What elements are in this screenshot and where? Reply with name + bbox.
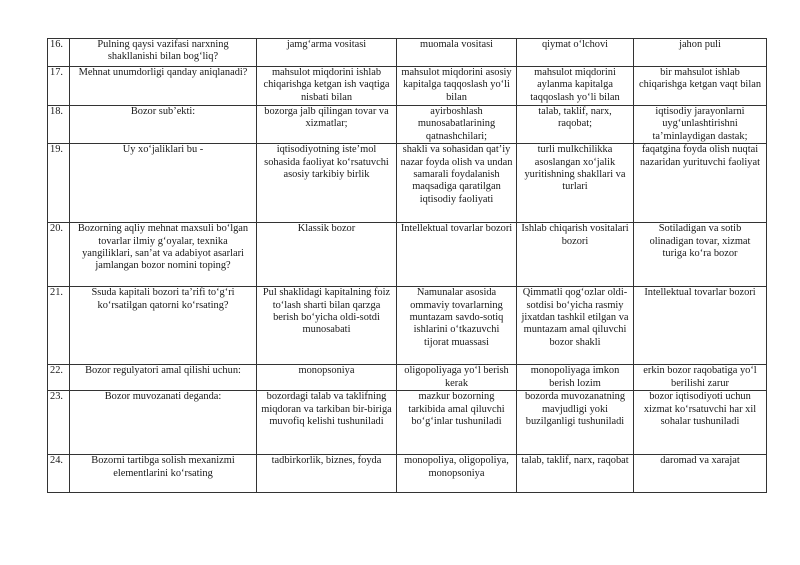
table-row — [48, 391, 767, 455]
question-number: 20. — [48, 223, 70, 287]
question-text: Bozor regulyatori amal qilishi uchun: — [70, 365, 257, 391]
answer-option-a: Klassik bozor — [257, 223, 397, 287]
answer-option-c: monopoliyaga imkon berish lozim — [517, 365, 634, 391]
answer-option-d: daromad va xarajat — [634, 455, 767, 493]
question-text: Bozorni tartibga solish mexanizmi elementlarini ko‘rsating — [70, 455, 257, 493]
table-row — [48, 106, 767, 144]
answer-option-b: shakli va sohasidan qat’iy nazar foyda olish va undan samarali foydalanish maqsadiga qaratilgan iqtisodiy faoliyati — [397, 144, 517, 223]
answer-option-d: faqatgina foyda olish nuqtai nazaridan yurituvchi faoliyat — [634, 144, 767, 223]
answer-option-a: monopsoniya — [257, 365, 397, 391]
question-text: Mehnat unumdorligi qanday aniqlanadi? — [70, 67, 257, 106]
answer-option-c: talab, taklif, narx, raqobat; — [517, 106, 634, 144]
table-row — [48, 144, 767, 223]
answer-option-a: mahsulot miqdorini ishlab chiqarishga ketgan ish vaqtiga nisbati bilan — [257, 67, 397, 106]
answer-option-a: bozordagi talab va taklifning miqdoran va tarkiban bir-biriga muvofiq kelishi tushuniladi — [257, 391, 397, 455]
table-row — [48, 287, 767, 365]
answer-option-b: oligopoliyaga yo‘l berish kerak — [397, 365, 517, 391]
answer-option-b: monopoliya, oligopoliya, monopsoniya — [397, 455, 517, 493]
question-number: 23. — [48, 391, 70, 455]
question-number: 21. — [48, 287, 70, 365]
answer-option-d: erkin bozor raqobatiga yo‘l berilishi zarur — [634, 365, 767, 391]
quiz-table — [47, 38, 767, 493]
question-number: 16. — [48, 39, 70, 67]
answer-option-b: ayirboshlash munosabatlarining qatnashchilari; — [397, 106, 517, 144]
answer-option-b: Intellektual tovarlar bozori — [397, 223, 517, 287]
answer-option-d: bir mahsulot ishlab chiqarishga ketgan vaqt bilan — [634, 67, 767, 106]
question-text: Bozor muvozanati deganda: — [70, 391, 257, 455]
answer-option-d: bozor iqtisodiyoti uchun xizmat ko‘rsatuvchi har xil sohalar tushuniladi — [634, 391, 767, 455]
answer-option-a: bozorga jalb qilingan tovar va xizmatlar; — [257, 106, 397, 144]
question-number: 18. — [48, 106, 70, 144]
answer-option-c: Ishlab chiqarish vositalari bozori — [517, 223, 634, 287]
answer-option-c: turli mulkchilikka asoslangan xo‘jalik yuritishning shakllari va turlari — [517, 144, 634, 223]
question-number: 17. — [48, 67, 70, 106]
question-number: 19. — [48, 144, 70, 223]
question-text: Bozorning aqliy mehnat maxsuli bo‘lgan tovarlar ilmiy g‘oyalar, texnika yangiliklari, san’at va adabiyot asarlari jamlangan bozor nomini toping? — [70, 223, 257, 287]
quiz-table-body — [48, 39, 767, 493]
table-row — [48, 223, 767, 287]
question-number: 24. — [48, 455, 70, 493]
question-number: 22. — [48, 365, 70, 391]
answer-option-b: muomala vositasi — [397, 39, 517, 67]
answer-option-a: Pul shaklidagi kapitalning foiz to‘lash sharti bilan qarzga berish bo‘yicha oldi-sotdi munosabati — [257, 287, 397, 365]
answer-option-b: mahsulot miqdorini asosiy kapitalga taqqoslash yo‘li bilan — [397, 67, 517, 106]
answer-option-c: mahsulot miqdorini aylanma kapitalga taqqoslash yo‘li bilan — [517, 67, 634, 106]
answer-option-c: Qimmatli qog‘ozlar oldi-sotdisi bo‘yicha rasmiy jixatdan tashkil etilgan va muntazam amal qiluvchi bozor shakli — [517, 287, 634, 365]
answer-option-a: jamg‘arma vositasi — [257, 39, 397, 67]
answer-option-d: jahon puli — [634, 39, 767, 67]
table-row — [48, 455, 767, 493]
answer-option-b: mazkur bozorning tarkibida amal qiluvchi bo‘g‘inlar tushuniladi — [397, 391, 517, 455]
answer-option-a: iqtisodiyotning iste’mol sohasida faoliyat ko‘rsatuvchi asosiy tarkibiy birlik — [257, 144, 397, 223]
answer-option-c: talab, taklif, narx, raqobat — [517, 455, 634, 493]
answer-option-d: Sotiladigan va sotib olinadigan tovar, xizmat turiga ko‘ra bozor — [634, 223, 767, 287]
question-text: Uy xo‘jaliklari bu - — [70, 144, 257, 223]
answer-option-c: bozorda muvozanatning mavjudligi yoki buzilganligi tushuniladi — [517, 391, 634, 455]
table-row — [48, 39, 767, 67]
question-text: Ssuda kapitali bozori ta’rifi to‘g‘ri ko‘rsatilgan qatorni ko‘rsating? — [70, 287, 257, 365]
answer-option-c: qiymat o‘lchovi — [517, 39, 634, 67]
question-text: Pulning qaysi vazifasi narxning shakllanishi bilan bog‘liq? — [70, 39, 257, 67]
table-row — [48, 67, 767, 106]
answer-option-d: iqtisodiy jarayonlarni uyg‘unlashtirishni ta’minlaydigan dastak; — [634, 106, 767, 144]
answer-option-b: Namunalar asosida ommaviy tovarlarning muntazam savdo-sotiq ishlarini o‘tkazuvchi tijorat muassasi — [397, 287, 517, 365]
answer-option-d: Intellektual tovarlar bozori — [634, 287, 767, 365]
table-row — [48, 365, 767, 391]
answer-option-a: tadbirkorlik, biznes, foyda — [257, 455, 397, 493]
question-text: Bozor sub’ekti: — [70, 106, 257, 144]
